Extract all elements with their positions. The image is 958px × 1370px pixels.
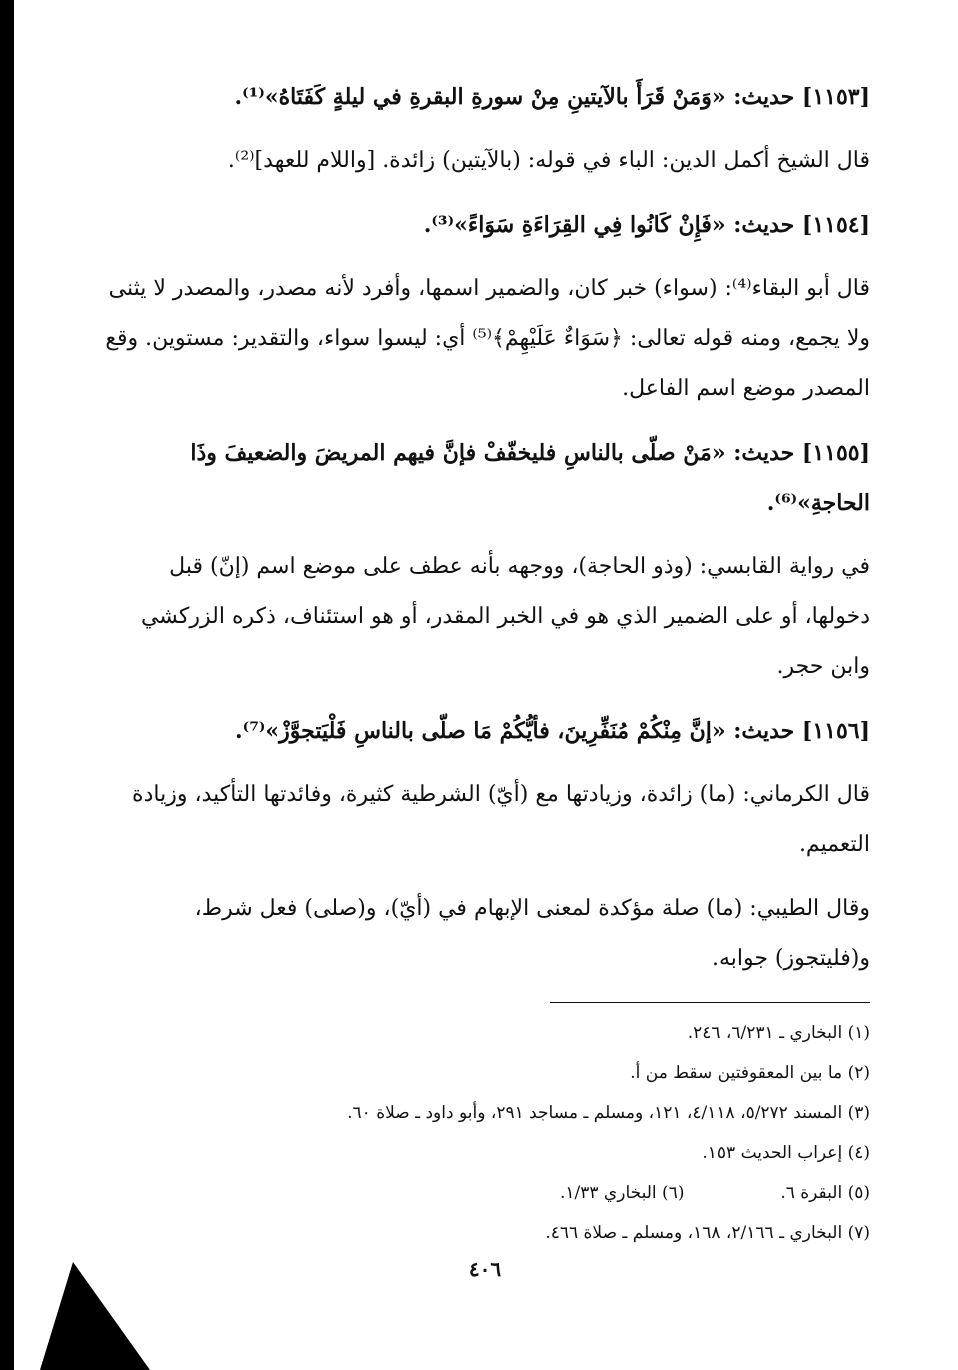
page-number: ٤٠٦: [468, 1257, 502, 1281]
footnote-4: (٤) إعراب الحديث ١٥٣.: [702, 1143, 870, 1163]
footnotes: [100, 1013, 870, 1253]
hadith-1154: [١١٥٤] حديث: «فَإِنْ كَانُوا فِي القِرَاءَةِ سَوَاءً»⁽³⁾.: [423, 212, 870, 238]
hadith-1155: [١١٥٥] حديث: «مَنْ صلّى بالناسِ فليخفّفْ فإنَّ فيهم المريضَ والضعيفَ وذَا الحاجةِ»⁽⁶⁾.: [190, 440, 870, 516]
footnote-row-5-6: [100, 1173, 870, 1213]
footnote-1: (١) البخاري ـ ٦/٢٣١، ٢٤٦.: [687, 1023, 870, 1043]
footnote-3: (٣) المسند ٥/٢٧٢، ٤/١١٨، ١٢١، ومسلم ـ مساجد ٢٩١، وأبو داود ـ صلاة ٦٠.: [347, 1103, 870, 1123]
footnote-7: (٧) البخاري ـ ٢/١٦٦، ١٦٨، ومسلم ـ صلاة ٤٦٦.: [545, 1223, 870, 1243]
footnote-divider: [550, 1002, 870, 1003]
hadith-1156: [١١٥٦] حديث: «إنَّ مِنْكُمْ مُنَفِّرِينَ، فأيُّكُمْ مَا صلّى بالناسِ فَلْيَتجوَّزْ»⁽⁷⁾.: [235, 718, 870, 744]
footnote-6: (٦) البخاري ١/٣٣.: [560, 1183, 685, 1203]
footnote-2: (٢) ما بين المعقوفتين سقط من أ.: [630, 1063, 870, 1083]
hadith-1153: [١١٥٣] حديث: «وَمَنْ قَرَأَ بالآيتينِ مِنْ سورةِ البقرةِ في ليلةٍ كَفَتَاهُ»⁽¹⁾.: [234, 84, 870, 110]
commentary-qabisi: في رواية القابسي: (وذو الحاجة)، ووجهه بأنه عطف على موضع اسم (إنّ) قبل دخولها، أو على الضمير الذي هو في الخبر المقدر، أو هو استئناف، ذكره الزركشي وابن حجر.: [140, 554, 870, 679]
footnote-5: (٥) البقرة ٦.: [780, 1183, 870, 1203]
scan-edge-shadow: [0, 0, 14, 1370]
book-page: [100, 72, 870, 1281]
commentary-tibi: وقال الطيبي: (ما) صلة مؤكدة لمعنى الإبهام في (أيّ)، و(صلى) فعل شرط، و(فليتجوز) جوابه.: [194, 896, 870, 971]
commentary-akmal: قال الشيخ أكمل الدين: الباء في قوله: (بالآيتين) زائدة. [واللام للعهد]⁽²⁾.: [227, 148, 870, 173]
commentary-kirmani: قال الكرماني: (ما) زائدة، وزيادتها مع (أيّ) الشرطية كثيرة، وفائدتها التأكيد، وزيادة التعميم.: [132, 782, 870, 857]
commentary-abu-al-baqa: قال أبو البقاء⁽⁴⁾: (سواء) خبر كان، والضمير اسمها، وأفرد لأنه مصدر، والمصدر لا يثنى ولا يجمع، ومنه قوله تعالى: ﴿سَوَاءٌ عَلَيْهِمْ﴾⁽⁵⁾ أي: ليسوا سواء، والتقدير: مستوين. وقع المصدر موضع اسم الفاعل.: [105, 276, 870, 401]
